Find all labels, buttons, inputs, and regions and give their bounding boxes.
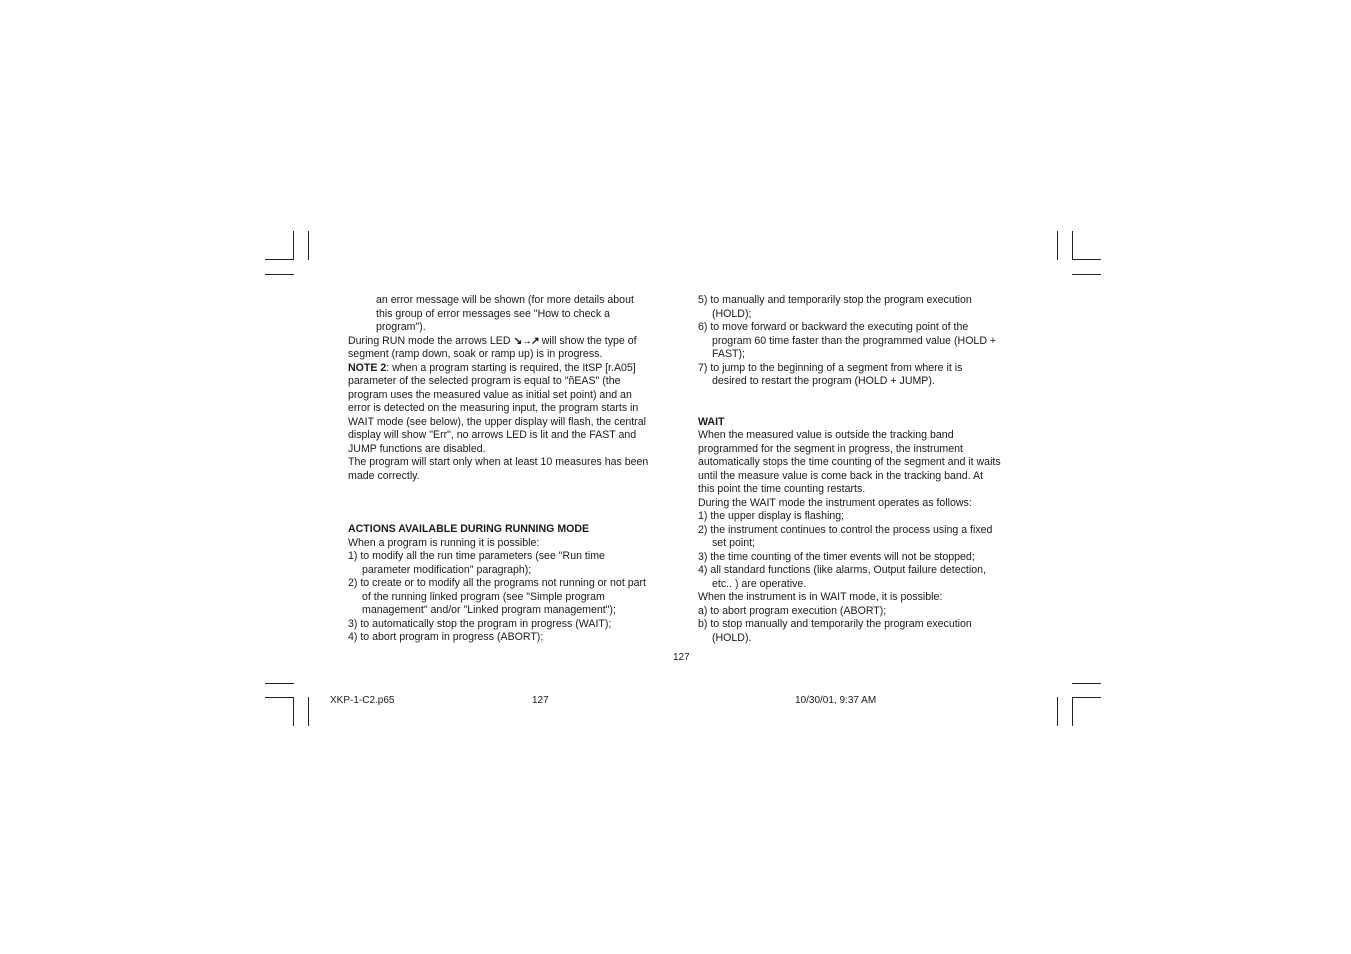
text-line: 1) the upper display is flashing; — [698, 510, 845, 522]
crop-mark — [293, 231, 294, 260]
crop-mark — [1057, 697, 1058, 726]
crop-mark — [265, 697, 294, 698]
text-line: 3) to automatically stop the program in progress (WAIT); — [348, 617, 612, 630]
text-line: made correctly. — [348, 469, 420, 482]
list-item — [348, 631, 668, 645]
text-line: 5) to manually and temporarily stop the program execution — [698, 294, 972, 306]
text-line: this point the time counting restarts. — [698, 483, 866, 495]
text-line: segment (ramp down, soak or ramp up) is in progress. — [348, 348, 603, 360]
spacer — [348, 483, 668, 523]
text-line: management" and/or "Linked program management"); — [362, 604, 616, 616]
text-line: FAST); — [712, 348, 745, 360]
text-line: (HOLD). — [712, 631, 752, 644]
error-message-continuation — [348, 294, 668, 335]
list-item — [698, 510, 1020, 524]
right-column — [698, 294, 1020, 645]
page-number: 127 — [673, 652, 690, 663]
crop-mark — [265, 259, 294, 260]
text-line: programmed for the segment in progress, the instrument — [698, 442, 963, 455]
run-mode-paragraph — [348, 335, 668, 349]
footer-date: 10/30/01, 9:37 AM — [795, 695, 877, 706]
list-item — [698, 605, 1020, 619]
crop-mark — [1072, 683, 1101, 684]
text-line: WAIT mode (see below), the upper display will flash, the central — [348, 415, 646, 428]
list-item — [698, 294, 1020, 321]
text-line: When the measured value is outside the tracking band — [698, 429, 954, 441]
text-line: When a program is running it is possible: — [348, 536, 540, 549]
text-line: program uses the measured value as initial set point) and an — [348, 388, 632, 401]
crop-mark — [1072, 697, 1101, 698]
text-line: an error message will be shown (for more details about — [376, 294, 634, 306]
note-2-paragraph — [348, 362, 668, 376]
list-item — [698, 362, 1020, 389]
text-span: During RUN mode the arrows LED — [348, 334, 514, 347]
section-heading: WAIT — [698, 415, 725, 428]
list-item — [698, 321, 1020, 362]
text-line: until the measure value is come back in the tracking band. At — [698, 469, 984, 482]
note-label: NOTE 2 — [348, 361, 387, 374]
text-line: a) to abort program execution (ABORT); — [698, 604, 887, 617]
crop-mark — [1072, 697, 1073, 726]
list-item — [348, 577, 668, 618]
text-line: 1) to modify all the run time parameters (see "Run time — [348, 550, 605, 562]
crop-mark — [308, 231, 309, 260]
crop-mark — [1057, 231, 1058, 260]
text-line: JUMP functions are disabled. — [348, 442, 486, 455]
text-line: parameter modification" paragraph); — [362, 563, 532, 576]
text-span: : when a program starting is required, the ItSP [r.A05] — [386, 361, 636, 374]
list-item — [348, 550, 668, 577]
text-line: 7) to jump to the beginning of a segment from where it is — [698, 361, 963, 374]
text-line: b) to stop manually and temporarily the program execution — [698, 618, 972, 630]
text-line: desired to restart the program (HOLD + JUMP). — [712, 375, 935, 387]
crop-mark — [1072, 259, 1101, 260]
list-item — [348, 618, 668, 632]
text-line: error is detected on the measuring input, the program starts in — [348, 402, 639, 414]
text-line: 2) to create or to modify all the programs not running or not part — [348, 577, 646, 589]
text-line: automatically stops the time counting of the segment and it waits — [698, 456, 1001, 468]
list-item — [698, 618, 1020, 645]
spacer — [698, 389, 1020, 416]
text-line: of the running linked program (see "Simple program — [362, 590, 605, 603]
list-item — [698, 551, 1020, 565]
text-span: will show the type of — [538, 334, 637, 347]
crop-mark — [265, 274, 294, 275]
footer-filename: XKP-1-C2.p65 — [330, 695, 395, 706]
text-line: this group of error messages see "How to check a — [376, 307, 610, 320]
list-item — [698, 524, 1020, 551]
crop-mark — [1072, 231, 1073, 260]
crop-mark — [293, 697, 294, 726]
text-line: 3) the time counting of the timer events will not be stopped; — [698, 550, 975, 563]
footer-page: 127 — [532, 695, 549, 706]
text-line: display will show "Err", no arrows LED is lit and the FAST and — [348, 429, 637, 441]
section-heading: ACTIONS AVAILABLE DURING RUNNING MODE — [348, 523, 590, 535]
text-line: 2) the instrument continues to control the process using a fixed — [698, 523, 993, 536]
crop-mark — [1072, 274, 1101, 275]
text-line: program 60 time faster than the programmed value (HOLD + — [712, 334, 997, 347]
text-line: 4) all standard functions (like alarms, Output failure detection, — [698, 564, 986, 576]
text-line: parameter of the selected program is equal to "ñEAS" (the — [348, 375, 621, 387]
text-line: (HOLD); — [712, 307, 752, 320]
crop-mark — [265, 683, 294, 684]
text-line: set point; — [712, 537, 755, 549]
text-line: etc.. ) are operative. — [712, 577, 807, 590]
arrows-led-icon: ↘→↗ — [513, 334, 539, 347]
list-item — [698, 564, 1020, 591]
left-column — [348, 294, 668, 645]
text-line: program"). — [376, 321, 426, 333]
text-line: During the WAIT mode the instrument operates as follows: — [698, 496, 972, 509]
text-line: The program will start only when at least 10 measures has been — [348, 456, 649, 468]
text-line: 6) to move forward or backward the executing point of the — [698, 321, 969, 333]
crop-mark — [308, 697, 309, 726]
text-line: 4) to abort program in progress (ABORT); — [348, 631, 544, 643]
text-line: When the instrument is in WAIT mode, it is possible: — [698, 591, 943, 603]
